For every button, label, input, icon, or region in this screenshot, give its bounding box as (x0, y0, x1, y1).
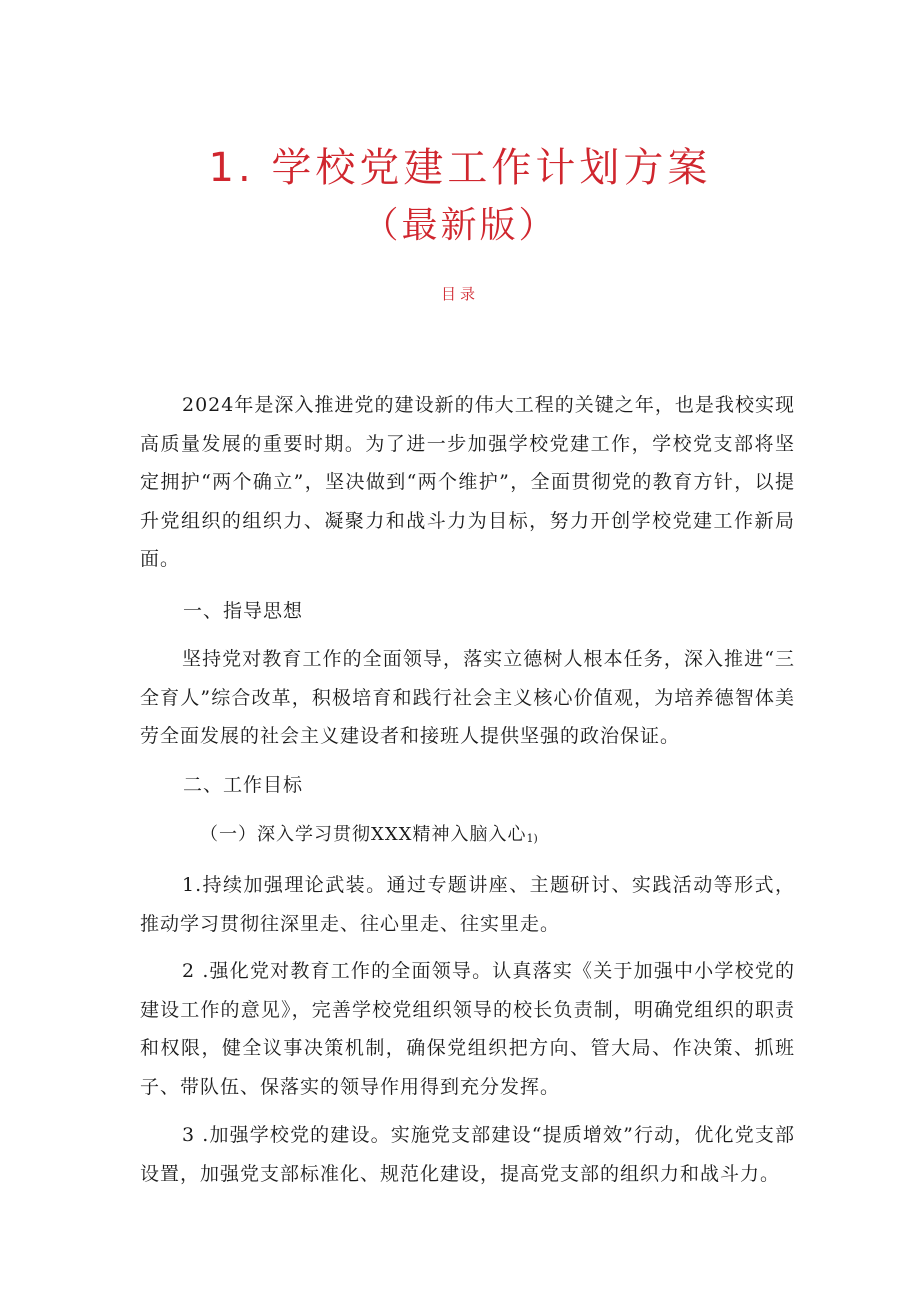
section-heading-work-goals: 二、工作目标 (183, 774, 304, 796)
subsection-heading-text: （一）深入学习贯彻XXX精神入脑入心 (200, 824, 527, 845)
subsection-heading (200, 816, 855, 859)
toc-label: 目录 (440, 285, 479, 303)
guiding-thought-paragraph: 坚持党对教育工作的全面领导，落实立德树人根本任务，深入推进“三全育人”综合改革，积极培育和践行社会主义核心价值观，为培养德智体美劳全面发展的社会主义建设者和接班人提供坚强的政治保证。 (140, 648, 795, 747)
document-title: 1. 学校党建工作计划方案 (208, 145, 712, 191)
intro-paragraph: 2024年是深入推进党的建设新的伟大工程的关键之年，也是我校实现高质量发展的重要时期。为了进一步加强学校党建工作，学校党支部将坚定拥护“两个确立”，坚决做到“两个维护”，全面贯彻党的教育方针，以提升党组织的组织力、凝聚力和战斗力为目标，努力开创学校党建工作新局面。 (140, 394, 795, 570)
list-item-3: 3 .加强学校党的建设。实施党支部建设“提质增效”行动，优化党支部设置，加强党支部标准化、规范化建设，提高党支部的组织力和战斗力。 (140, 1124, 795, 1185)
section-heading-guiding-thought: 一、指导思想 (183, 600, 304, 622)
list-item-1: 1.持续加强理论武装。通过专题讲座、主题研讨、实践活动等形式，推动学习贯彻往深里走、往心里走、往实里走。 (140, 874, 795, 935)
list-item-2: 2 .强化党对教育工作的全面领导。认真落实《关于加强中小学校党的建设工作的意见》，完善学校党组织领导的校长负责制，明确党组织的职责和权限，健全议事决策机制，确保党组织把方向、管大局、作决策、抓班子、带队伍、保落实的领导作用得到充分发挥。 (140, 960, 795, 1098)
document-subtitle: （最新版） (362, 205, 558, 246)
subsection-mark: 1) (526, 832, 538, 845)
